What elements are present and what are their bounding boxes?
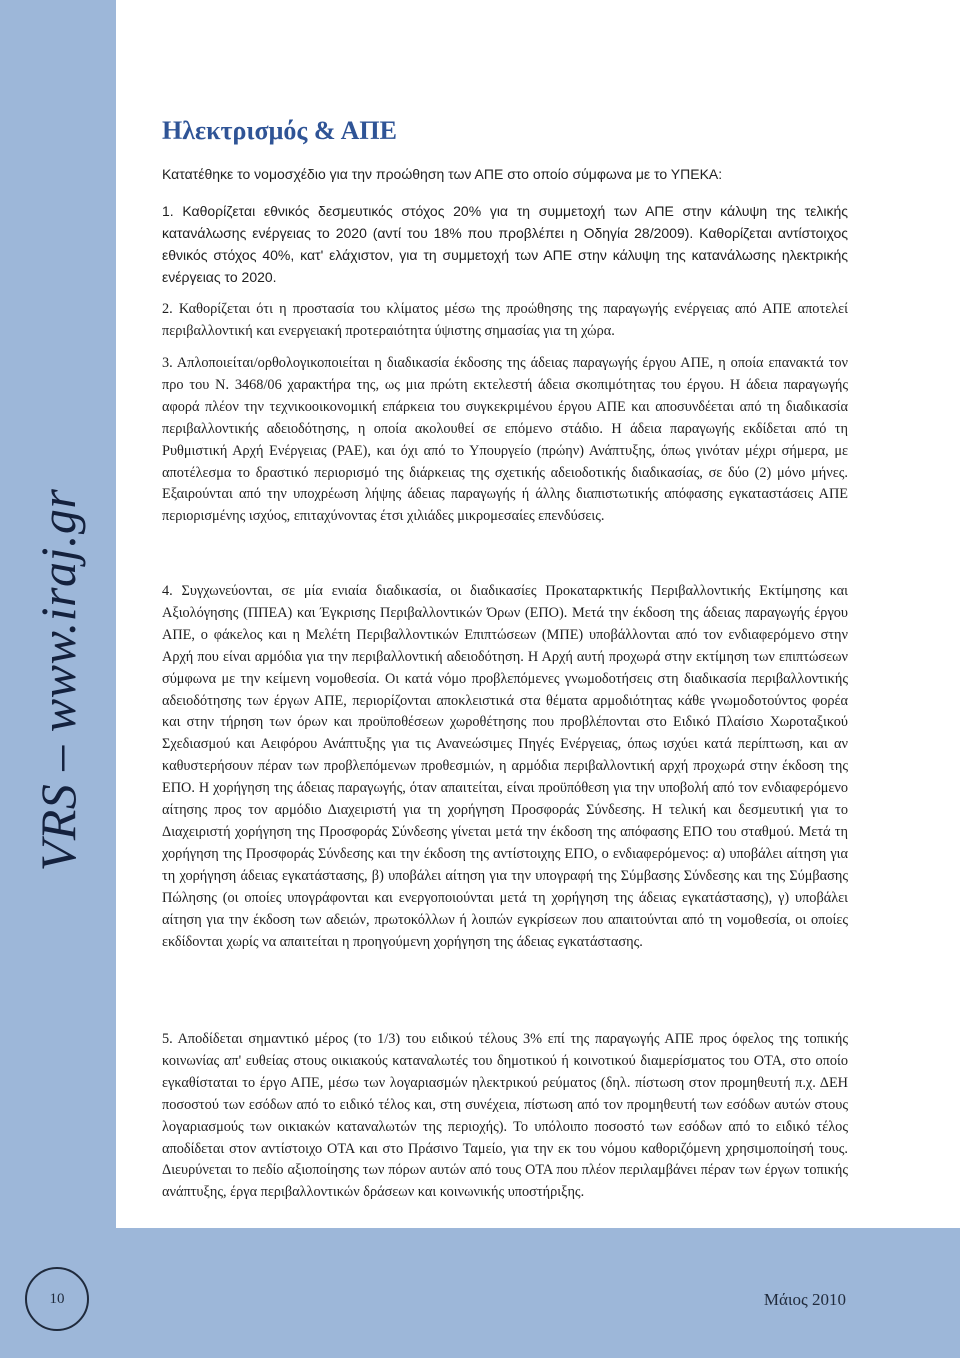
page-number: 10 xyxy=(49,1290,65,1307)
paragraph-2: 2. Καθορίζεται ότι η προστασία του κλίματος μέσω της προώθησης της παραγωγής ενέργειας από ΑΠΕ αποτελεί περιβαλλοντική και ενεργειακή προτεραιότητα ύψιστης σημασίας για τη χώρα. xyxy=(162,301,848,339)
sidebar-vertical-text: VRS – www.iraj.gr xyxy=(30,488,86,872)
paragraph-3: 3. Απλοποιείται/ορθολογικοποιείται η διαδικασία έκδοσης της άδειας παραγωγής έργου ΑΠΕ, η οποία επανακτά τον προ του Ν. 3468/06 χαρακτήρα της, ως μια πρώτη εκτελεστή άδεια σκοπιμότητας του έργου. Η άδεια παραγωγής αφορά πλέον την τεχνικοοικονομική επάρκεια του συγκεκριμένου έργου ΑΠΕ και αποσυνδέεται από τη διαδικασία περιβαλλοντικής αδειοδότησης, η οποία ακολουθεί σε επόμενο στάδιο. Η άδεια παραγωγής εκδίδεται από τη Ρυθμιστική Αρχή Ενέργειας (ΡΑΕ), και όχι από το Υπουργείο (πρώην) Ανάπτυξης, όπως γινόταν μέχρι σήμερα, με αποτέλεσμα το δραστικό περιορισμό της διάρκειας της σχετικής αδειοδοτικής διαδικασίας, σε δύο (2) μόνο μήνες. Εξαιρούνται από την υποχρέωση λήψης άδειας παραγωγής ή άλλης διαπιστωτικής απόφασης εγκαταστάσεις ΑΠΕ περιορισμένης ισχύος, επιταχύνοντας έτσι χιλιάδες μικρομεσαίες επενδύσεις. xyxy=(162,355,848,525)
paragraph-4: 4. Συγχωνεύονται, σε μία ενιαία διαδικασία, οι διαδικασίες Προκαταρκτικής Περιβαλλοντικής Εκτίμησης και Αξιολόγησης (ΠΠΕΑ) και Έγκρισης Περιβαλλοντικών Όρων (ΕΠΟ). Μετά την έκδοση της άδειας παραγωγής έργου ΑΠΕ, ο φάκελος και η Μελέτη Περιβαλλοντικών Επιπτώσεων (ΜΠΕ) υποβάλλονται από τον ενδιαφερόμενο στην Αρχή που είναι αρμόδια για την περιβαλλοντική αδειοδότηση. Η Αρχή αυτή προχωρά στην εκτίμηση των επιπτώσεων σύμφωνα με την κείμενη νομοθεσία. Οι κατά νόμο προβλεπόμενες γνωμοδοτήσεις στη διαδικασία περιβαλλοντικής αδειοδότησης των έργων ΑΠΕ, περιορίζονται αποκλειστικά στα θέματα αρμοδιότητας κάθε γνωμοδοτούντος φορέα και στην τήρηση των όρων και προϋποθέσεων χωροθέτησης που προβλέπονται στο Ειδικό Πλαίσιο Χωροταξικού Σχεδιασμού και Αειφόρου Ανάπτυξης για τις Ανανεώσιμες Πηγές Ενέργειας, όπως ισχύει κατά περίπτωση, και αν καθυστερήσουν πέραν των προβλεπόμενων προθεσμιών, η αρμόδια περιβαλλοντική αρχή προχωρά στην έκδοση της ΕΠΟ. Η χορήγηση της άδειας παραγωγής, όταν απαιτείται, είναι προϋπόθεση για την υποβολή από τον ενδιαφερόμενο αίτησης προς τον αρμόδιο Διαχειριστή για τη χορήγηση Προσφοράς Σύνδεσης. Η τελική και δεσμευτική για το Διαχειριστή χορήγηση της Προσφοράς Σύνδεσης γίνεται μετά την έκδοση της απόφασης ΕΠΟ του σταθμού. Μετά τη χορήγηση της Προσφοράς Σύνδεσης και την έκδοση της αντίστοιχης ΕΠΟ, ο ενδιαφερόμενος: α) υποβάλει αίτηση για τη χορήγηση άδειας εγκατάστασης, β) υποβάλει αίτηση για την υπογραφή της Σύμβασης Σύνδεσης και της Σύμβασης Πώλησης (οι οποίες υπογράφονται και ενεργοποιούνται μετά τη χορήγηση της άδειας εγκατάστασης), γ) υποβάλει αίτηση για την έκδοση των αδειών, πρωτοκόλλων ή λοιπών εγκρίσεων που απαιτούνται από τη νομοθεσία, οι οποίες εκδίδονται χωρίς να απαιτείται η προηγούμενη χορήγηση της άδειας εγκατάστασης. xyxy=(162,583,848,950)
intro-text: Κατατέθηκε το νομοσχέδιο για την προώθηση των ΑΠΕ στο οποίο σύμφωνα με το ΥΠΕΚΑ: xyxy=(162,166,723,182)
page-title: Ηλεκτρισμός & ΑΠΕ xyxy=(162,116,397,145)
page-number-badge xyxy=(25,1267,89,1331)
paragraph-1: 1. Καθορίζεται εθνικός δεσμευτικός στόχος 20% για τη συμμετοχή των ΑΠΕ στην κάλυψη της τελικής κατανάλωσης ενέργειας το 2020 (αντί του 18% που προβλέπει η Οδηγία 28/2009). Καθορίζεται αντίστοιχος εθνικός στόχος 40%, κατ' ελάχιστον, για τη συμμετοχή των ΑΠΕ στην κάλυψη της κατανάλωσης ηλεκτρικής ενέργειας το 2020. xyxy=(162,203,848,285)
paragraph-5: 5. Αποδίδεται σημαντικό μέρος (το 1/3) του ειδικού τέλους 3% επί της παραγωγής ΑΠΕ προς όφελος της τοπικής κοινωνίας απ' ευθείας στους οικιακούς καταναλωτές του δημοτικού ή κοινοτικού διαμερίσματος του ΟΤΑ, στο οποίο εγκαθίσταται το έργο ΑΠΕ, μέσω των λογαριασμών ηλεκτρικού ρεύματος (δηλ. πίστωση στον προμηθευτή π.χ. ΔΕΗ ποσοστού των εσόδων από το ειδικό τέλος και, στη συνέχεια, πίστωση από τον προμηθευτή των εσόδων αυτών στους λογαριασμούς των οικιακών καταναλωτών της περιοχής). Το υπόλοιπο ποσοστό των εσόδων από το ειδικό τέλος αποδίδεται στον αντίστοιχο ΟΤΑ και στο Πράσινο Ταμείο, για την εκ του νόμου καθοριζόμενη χρησιμοποίησή τους. Διευρύνεται το πεδίο αξιοποίησης των πόρων αυτών από τους ΟΤΑ που πλέον περιλαμβάνει πέραν των έργων τοπικής ανάπτυξης, έργα περιβαλλοντικών δράσεων και κοινωνικής υποστήριξης. xyxy=(162,1031,848,1201)
footer-date: Μάιος 2010 xyxy=(763,1290,846,1309)
